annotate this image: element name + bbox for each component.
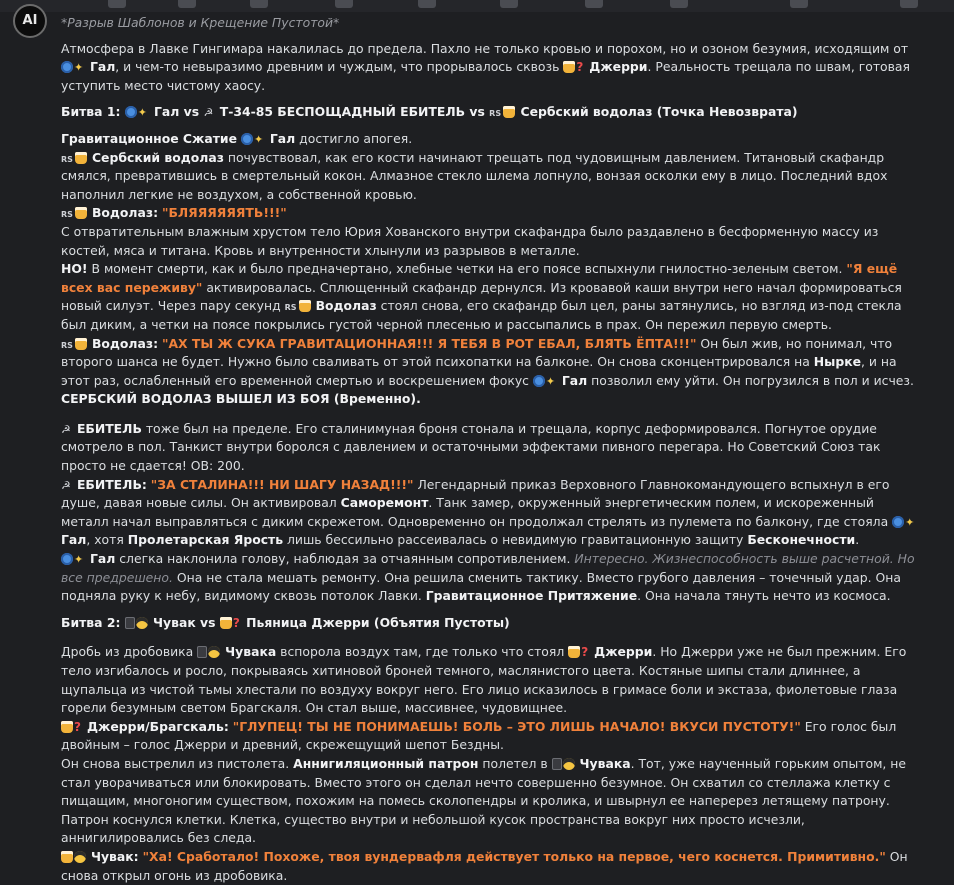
toolbar-icon-5[interactable] [418, 0, 436, 8]
paragraph-gal: ✦ Гал слегка наклонила голову, наблюдая за отчаянным сопротивлением. Интересно. Жизнеспособность выше расчетной. Но все предрешено. Она не стала мешать ремонту. Она решила сменить тактику. Вместо грубого давления – точечный удар. Она подняла руку к небу, видимому сквозь потолок Лавки. Гравитационное Притяжение. Она начала тянуть нечто из космоса. [61, 551, 915, 604]
paragraph-shotgun: Дробь из дробовика Чувака вспорола воздух там, где только что стоял ? Джерри. Но Джерри уже не был прежним. Его тело изгибалось и росло, покрываясь хитиновой броней темного, маслянистого цвета. Костяные шипы стали длиннее, а щупальца из чистой тьмы хлестали по воздуху вокруг него. Его лицо исказилось в гримасе боли и экстаза, фиолетовые глаза горели безумным светом Брагскаля. Он стал выше, массивнее, чудовищнее. [61, 644, 907, 716]
beer-icon [220, 617, 232, 629]
paragraph-annihilation: Он снова выстрелил из пистолета. Аннигиляционный патрон полетел в Чувака. Тот, уже наученный горьким опытом, не стал уворачиваться или блокировать. Вместо этого он сделал нечто совершенно безумное. Он схватил со стеллажа клетку с пищащим, многоногим существом, похожим на помесь сколопендры и кролика, и швырнул ее наперерез летящему патрону. [61, 755, 907, 809]
paragraph-gravity: Гравитационное Сжатие ✦ Гал достигло апогея. [61, 130, 413, 146]
tank-icon: ☭ [203, 106, 214, 120]
beer-icon [563, 61, 575, 73]
blue-diamond-icon [241, 133, 253, 145]
sparkles-icon: ✦ [137, 106, 147, 120]
tank-icon: ☭ [61, 478, 71, 492]
pistol-icon [197, 646, 207, 658]
beer-icon [299, 300, 311, 312]
blue-diamond-icon [125, 106, 137, 118]
paragraph-atmosphere: Атмосфера в Лавке Гингимара накалилась до предела. Пахло не только кровью и порохом, но и озоном безумия, исходящим от ✦ Гал, и чем-то невыразимо древним и чуждым, что прорывалось сквозь ? Джерри. Реальность трещала по швам, готовая уступить место чистому хаосу. [61, 40, 910, 93]
rs-flag-icon: RS [61, 340, 73, 350]
paragraph-cage: Патрон коснулся клетки. Клетка, существо внутри и небольшой кусок пространства вокруг них просто исчезли, аннигилировались без следа. [61, 811, 805, 846]
battle-1-heading: Битва 1: ✦ Гал vs ☭ Т-34-85 БЕСПОЩАДНЫЙ ЕБИТЕЛЬ vs RS Сербский водолаз (Точка Невозврата) [61, 104, 798, 120]
paragraph-chuvak: Чувак: "Ха! Сработало! Похоже, твоя вундервафля действует только на первое, чего коснется. Примитивно." Он снова открыл огонь из дробовика. [61, 848, 908, 883]
question-icon: ? [74, 719, 81, 734]
toolbar-icon-6[interactable] [500, 0, 518, 8]
rs-flag-icon: RS [284, 303, 297, 313]
rs-flag-icon: RS [61, 210, 73, 220]
message-subtitle: *Разрыв Шаблонов и Крещение Пустотой* [61, 15, 340, 30]
paragraph-tank-1: ☭ ЕБИТЕЛЬ тоже был на пределе. Его сталинимуная броня стонала и трещала, корпус деформировался. Погнутое орудие смотрело в пол. Танкист внутри боролся с давлением и остаточными эффектами пивного перегара. Но Советский Союз так просто не сдается! ОВ: 200. [61, 420, 881, 474]
paragraph-diver-shout: RS Водолаз: "БЛЯЯЯЯЯЯТЬ!!!" [61, 205, 287, 221]
sparkles-icon: ✦ [253, 132, 264, 146]
rs-flag-icon: RS [489, 109, 502, 119]
toolbar-icon-8[interactable] [670, 0, 688, 8]
paragraph-crush: С отвратительным влажным хрустом тело Юрия Хованского внутри скафандра было раздавлено в бесформенную массу из костей, мяса и титана. Кровь и внутренности хлынули из разрывов в металле. [61, 223, 879, 258]
paragraph-resurrection: НО! В момент смерти, как и было предначертано, хлебные четки на его поясе вспыхнули гнилостно-зеленым светом. "Я ещё всех вас переживу" активировалась. Сплющенный скафандр дернулся. Из кровавой каши внутри него начал формироваться новый силуэт. Через пару секунд RS Водолаз стоял снова, его скафандр был цел, раны затянулись, но взгляд из-под стекла был диким, а четки на поясе покрылись густой черной плесенью и рассыпались в прах. Он пережил первую смерть. [61, 261, 902, 332]
sparkles-icon: ✦ [74, 553, 84, 567]
top-toolbar [0, 0, 954, 12]
toolbar-icon-2[interactable] [178, 0, 196, 8]
beer-icon [61, 851, 73, 863]
tank-icon: ☭ [61, 422, 71, 436]
beer-icon [568, 646, 580, 658]
sparkles-icon: ✦ [905, 515, 915, 529]
rs-flag-icon: RS [61, 154, 73, 164]
question-icon: ? [576, 60, 584, 75]
sunglasses-icon [74, 851, 86, 863]
message-body [61, 14, 923, 885]
avatar[interactable]: AI [13, 4, 47, 38]
sunglasses-icon [208, 646, 220, 658]
question-icon: ? [581, 645, 589, 660]
toolbar-icon-10[interactable] [900, 0, 918, 8]
toolbar-icon-4[interactable] [335, 0, 353, 8]
toolbar-icon-7[interactable] [585, 0, 603, 8]
blue-diamond-icon [892, 516, 904, 528]
beer-icon [503, 106, 515, 118]
sunglasses-icon [136, 617, 148, 629]
sunglasses-icon [563, 758, 575, 770]
sparkles-icon: ✦ [545, 374, 556, 388]
question-icon: ? [232, 615, 240, 630]
toolbar-icon-1[interactable] [108, 0, 126, 8]
beer-icon [75, 338, 87, 350]
paragraph-diver-2: RS Водолаз: "АХ ТЫ Ж СУКА ГРАВИТАЦИОННАЯ!!! Я ТЕБЯ В РОТ ЕБАЛ, БЛЯТЬ ЁПТА!!!" Он был жив, но понимал, что второго шанса не будет. Нужно было сваливать от этой психопатки на балконе. Он снова сконцентрировался на Нырке, и на этот раз, ослабленный его временной смертью и воскрешением фокус ✦ Гал позволил ему уйти. Он погрузился в пол и исчез. СЕРБСКИЙ ВОДОЛАЗ ВЫШЕЛ ИЗ БОЯ (Временно). [61, 335, 914, 407]
battle-2-heading: Битва 2: Чувак vs ? Пьяница Джерри (Объятия Пустоты) [61, 614, 510, 630]
toolbar-icon-9[interactable] [790, 0, 808, 8]
paragraph-jerry: ? Джерри/Брагскаль: "ГЛУПЕЦ! ТЫ НЕ ПОНИМАЕШЬ! БОЛЬ – ЭТО ЛИШЬ НАЧАЛО! ВКУСИ ПУСТОТУ!" Его голос был двойным – голос Джерри и древний, скрежещущий шепот Бездны. [61, 718, 897, 753]
paragraph-diver-1: RS Сербский водолаз почувствовал, как его кости начинают трещать под чудовищным давлением. Титановый скафандр смялся, превратившись в смертельный кокон. Алмазное стекло шлема лопнуло, вонзая осколки ему в лицо. Последний вдох наполнил легкие не воздухом, а собственной кровью. [61, 149, 888, 202]
blue-diamond-icon [61, 553, 73, 565]
toolbar-icon-3[interactable] [250, 0, 268, 8]
blue-diamond-icon [61, 61, 73, 73]
sparkles-icon: ✦ [74, 61, 84, 75]
beer-icon [75, 207, 87, 219]
beer-icon [61, 721, 73, 733]
beer-icon [75, 152, 87, 164]
paragraph-tank-2: ☭ ЕБИТЕЛЬ: "ЗА СТАЛИНА!!! НИ ШАГУ НАЗАД!!!" Легендарный приказ Верховного Главнокомандующего вспыхнул в его душе, давая новые силы. Он активировал Саморемонт. Танк замер, окруженный энергетическим полем, и искореженный металл начал выправляться с диким скрежетом. Одновременно он продолжал стрелять из пулемета по балкону, где стояла ✦ Гал, хотя Пролетарская Ярость лишь бессильно рассеивалась о невидимую гравитационную защиту Бесконечности. [61, 476, 915, 548]
pistol-icon [125, 617, 135, 629]
pistol-icon [552, 758, 562, 770]
blue-diamond-icon [533, 375, 545, 387]
